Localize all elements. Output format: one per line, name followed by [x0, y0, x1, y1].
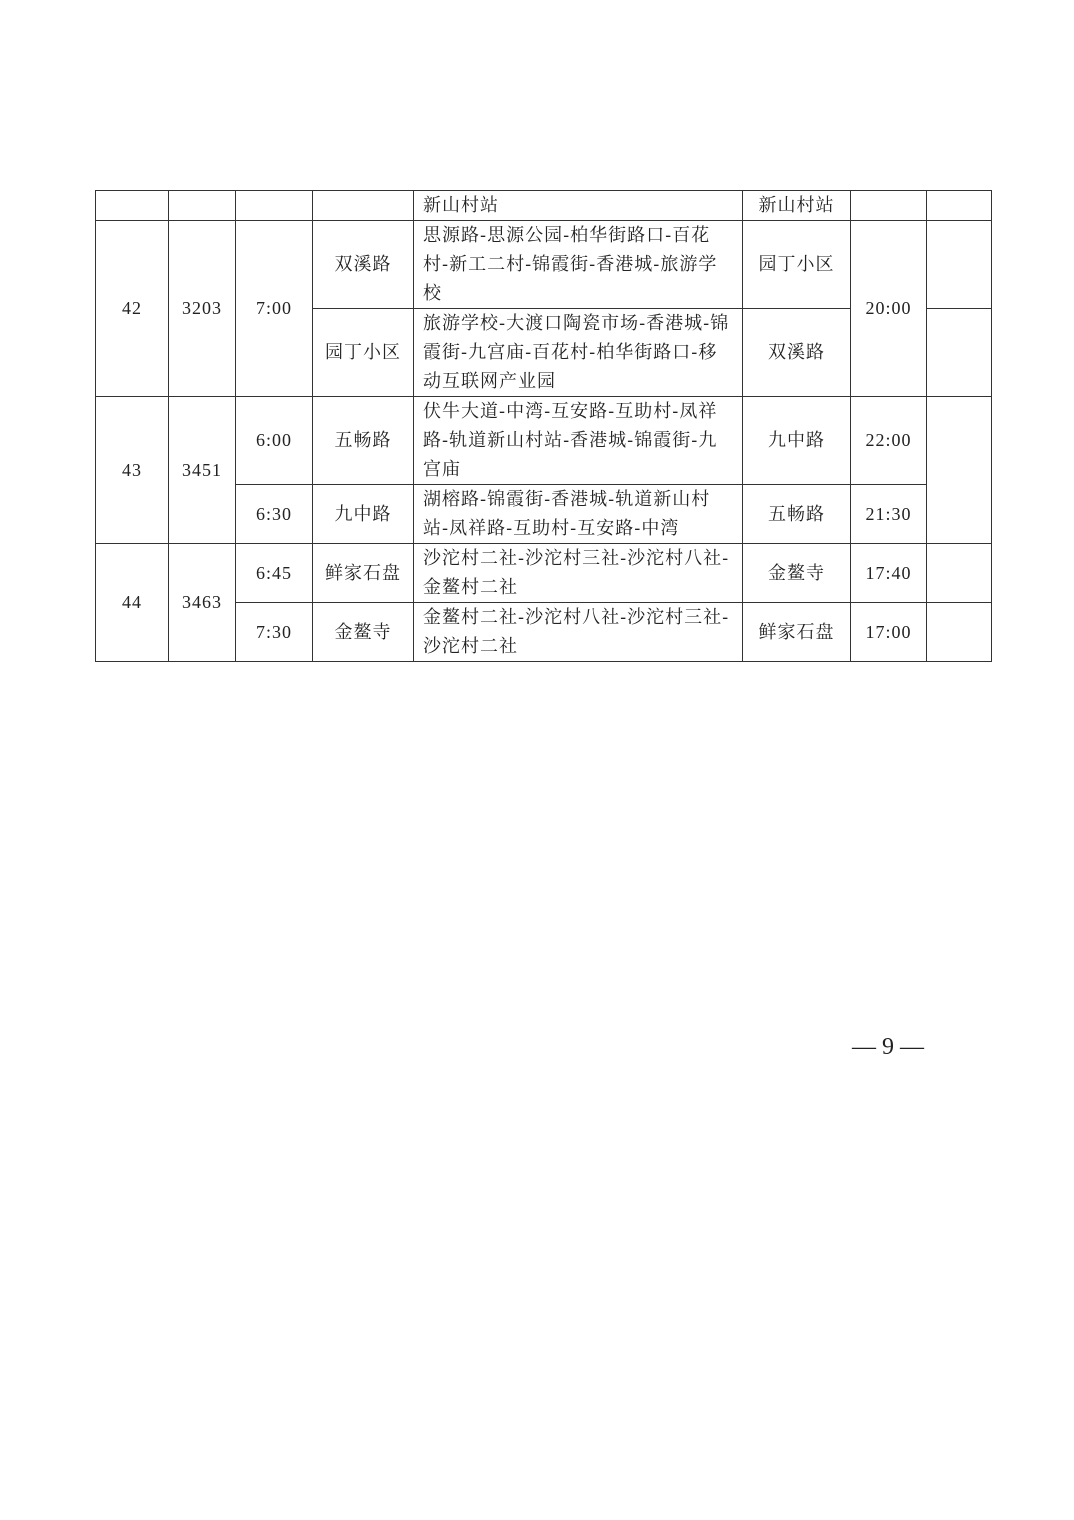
end-station-cell: 新山村站 [743, 191, 851, 221]
last-bus-time-cell: 17:00 [851, 603, 927, 662]
start-station-cell: 五畅路 [313, 397, 414, 485]
first-bus-time-cell: 7:00 [236, 221, 313, 397]
end-station-cell: 园丁小区 [743, 221, 851, 309]
first-bus-time-cell: 6:30 [236, 485, 313, 544]
end-station-cell: 金鳌寺 [743, 544, 851, 603]
seq-cell: 43 [96, 397, 169, 544]
start-station-cell: 双溪路 [313, 221, 414, 309]
first-bus-time-cell: 7:30 [236, 603, 313, 662]
last-bus-time-cell: 22:00 [851, 397, 927, 485]
table-row [96, 191, 992, 221]
note-cell [927, 544, 992, 603]
last-bus-time-cell: 21:30 [851, 485, 927, 544]
start-station-cell: 九中路 [313, 485, 414, 544]
line-number-cell: 3451 [169, 397, 236, 544]
route-stops-cell: 新山村站 [414, 191, 743, 221]
note-cell [927, 221, 992, 309]
end-station-cell: 鲜家石盘 [743, 603, 851, 662]
table-row [96, 221, 992, 309]
route-stops-cell: 湖榕路-锦霞街-香港城-轨道新山村站-凤祥路-互助村-互安路-中湾 [414, 485, 743, 544]
route-stops-cell: 旅游学校-大渡口陶瓷市场-香港城-锦霞街-九宫庙-百花村-柏华街路口-移动互联网产业园 [414, 309, 743, 397]
line-number-cell: 3463 [169, 544, 236, 662]
line-number-cell: 3203 [169, 221, 236, 397]
seq-cell: 42 [96, 221, 169, 397]
route-stops-cell: 沙沱村二社-沙沱村三社-沙沱村八社-金鳌村二社 [414, 544, 743, 603]
seq-cell: 44 [96, 544, 169, 662]
start-station-cell: 鲜家石盘 [313, 544, 414, 603]
start-station-cell [313, 191, 414, 221]
route-stops-cell: 金鳌村二社-沙沱村八社-沙沱村三社-沙沱村二社 [414, 603, 743, 662]
last-bus-time-cell: 20:00 [851, 221, 927, 397]
table-row [96, 544, 992, 603]
table-row [96, 397, 992, 485]
page-number: — 9 — [852, 1034, 924, 1060]
end-station-cell: 五畅路 [743, 485, 851, 544]
seq-cell [96, 191, 169, 221]
first-bus-time-cell: 6:45 [236, 544, 313, 603]
start-station-cell: 园丁小区 [313, 309, 414, 397]
route-stops-cell: 伏牛大道-中湾-互安路-互助村-凤祥路-轨道新山村站-香港城-锦霞街-九宫庙 [414, 397, 743, 485]
bus-route-table [95, 190, 992, 662]
first-bus-time-cell [236, 191, 313, 221]
note-cell [927, 309, 992, 397]
start-station-cell: 金鳌寺 [313, 603, 414, 662]
last-bus-time-cell [851, 191, 927, 221]
first-bus-time-cell: 6:00 [236, 397, 313, 485]
end-station-cell: 双溪路 [743, 309, 851, 397]
route-stops-cell: 思源路-思源公园-柏华街路口-百花村-新工二村-锦霞街-香港城-旅游学校 [414, 221, 743, 309]
last-bus-time-cell: 17:40 [851, 544, 927, 603]
line-number-cell [169, 191, 236, 221]
end-station-cell: 九中路 [743, 397, 851, 485]
note-cell [927, 603, 992, 662]
note-cell [927, 397, 992, 544]
note-cell [927, 191, 992, 221]
